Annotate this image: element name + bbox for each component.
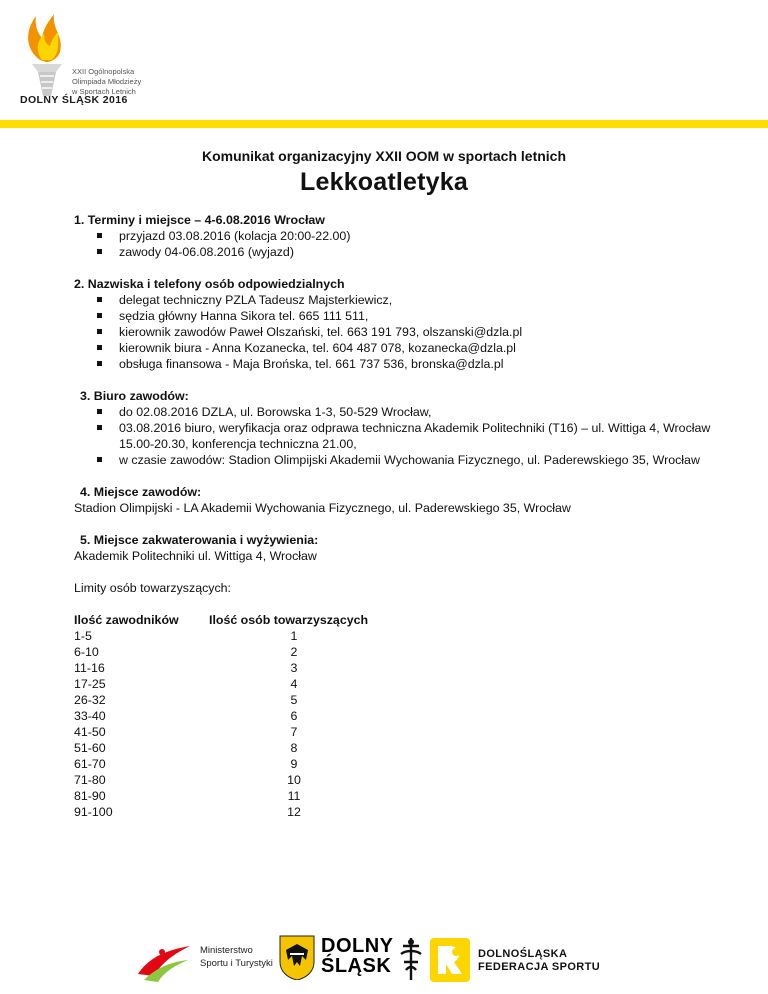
list-item: delegat techniczny PZLA Tadeusz Majsterkiewicz, [74,292,714,308]
list-item: sędzia główny Hanna Sikora tel. 665 111 511, [74,308,714,324]
ministry-swoosh-icon [134,936,194,986]
ministry-line: Ministerstwo [200,945,253,956]
limits-intro: Limity osób towarzyszących: [74,581,232,595]
limits-range-cell: 41-50 [74,725,106,739]
section-text: Akademik Politechniki ul. Wittiga 4, Wrocław [74,549,317,563]
dfs-line: FEDERACJA SPORTU [478,961,601,973]
limits-count-cell: 11 [287,789,301,803]
wordmark-line: ŚLĄSK [321,955,392,977]
limits-range-cell: 17-25 [74,677,106,691]
limits-count-cell: 3 [290,661,298,675]
ministry-line: Sportu i Turystyki [200,958,273,969]
limits-col2-header: Ilość osób towarzyszących [209,613,369,627]
list-item: przyjazd 03.08.2016 (kolacja 20:00-22.00) [74,228,714,244]
logo-bottom-text: DOLNY ŚLĄSK 2016 [20,94,128,106]
document-subtitle: Komunikat organizacyjny XXII OOM w sportach letnich [201,148,567,164]
dfs-name [478,948,600,974]
limits-count-cell: 12 [287,805,301,819]
limits-count-cell: 7 [290,725,298,739]
section-list [74,228,714,260]
list-item: kierownik zawodów Paweł Olszański, tel. 663 191 793, olszanski@dzla.pl [74,324,714,340]
section-heading: 3. Biuro zawodów: [80,389,189,403]
section-list [74,292,714,372]
document-title: Lekkoatletyka [300,168,468,196]
limits-range-cell: 11-16 [74,661,105,675]
list-item: kierownik biura - Anna Kozanecka, tel. 604 487 078, kozanecka@dzla.pl [74,340,714,356]
torch-flame-icon [18,12,78,102]
limits-table [74,612,714,820]
list-item: zawody 04-06.08.2016 (wyjazd) [74,244,714,260]
limits-range-cell: 61-70 [74,757,106,771]
wordmark-line: DOLNY [321,935,394,957]
header-divider [0,120,768,128]
limits-count-cell: 4 [290,677,298,691]
limits-count-cell: 1 [290,629,298,643]
limits-range-cell: 71-80 [74,773,106,787]
section-list [74,404,714,468]
logo-line: w Sportach Letnich [72,87,136,96]
footer-logos [0,930,768,990]
logo-line: XXII Ogólnopolska [72,67,135,76]
list-item: 03.08.2016 biuro, weryfikacja oraz odprawa techniczna Akademik Politechniki (T16) – ul. Wittiga 4, Wrocław 15.00-20.30, konferencja techniczna 21.00, [74,420,714,452]
limits-count-cell: 6 [290,709,298,723]
limits-count-cell: 8 [290,741,298,755]
dolny-slask-wordmark [321,936,394,976]
logo-line: Olimpiada Młodzieży [72,77,142,86]
list-item: obsługa finansowa - Maja Brońska, tel. 661 737 536, bronska@dzla.pl [74,356,714,372]
dfs-line: DOLNOŚLĄSKA [478,948,568,960]
dfs-logo-icon [430,938,470,982]
list-item: w czasie zawodów: Stadion Olimpijski Akademii Wychowania Fizycznego, ul. Paderewskiego 35, Wrocław [74,452,714,468]
section-text: Stadion Olimpijski - LA Akademii Wychowania Fizycznego, ul. Paderewskiego 35, Wrocław [74,501,571,515]
section-heading: 2. Nazwiska i telefony osób odpowiedzialnych [74,277,345,291]
logo-caption [72,67,141,97]
list-item: do 02.08.2016 DZLA, ul. Borowska 1-3, 50-529 Wrocław, [74,404,714,420]
limits-count-cell: 5 [290,693,298,707]
section-heading: 4. Miejsce zawodów: [80,485,202,499]
limits-count-cell: 9 [290,757,298,771]
limits-range-cell: 1-5 [74,629,92,643]
limits-range-cell: 33-40 [74,709,106,723]
section-heading: 5. Miejsce zakwaterowania i wyżywienia: [80,533,319,547]
limits-range-cell: 91-100 [74,805,113,819]
section-heading: 1. Terminy i miejsce – 4-6.08.2016 Wrocław [74,213,325,227]
limits-range-cell: 51-60 [74,741,106,755]
ministry-name [200,944,273,970]
limits-count-cell: 2 [290,645,298,659]
dolny-slask-heraldry-icon [398,936,424,982]
limits-col1-header: Ilość zawodników [74,613,179,627]
document-body [74,212,714,820]
limits-count-cell: 10 [287,773,301,787]
limits-range-cell: 26-32 [74,693,106,707]
coat-of-arms-eagle-icon [278,934,316,980]
limits-range-cell: 81-90 [74,789,106,803]
limits-range-cell: 6-10 [74,645,99,659]
